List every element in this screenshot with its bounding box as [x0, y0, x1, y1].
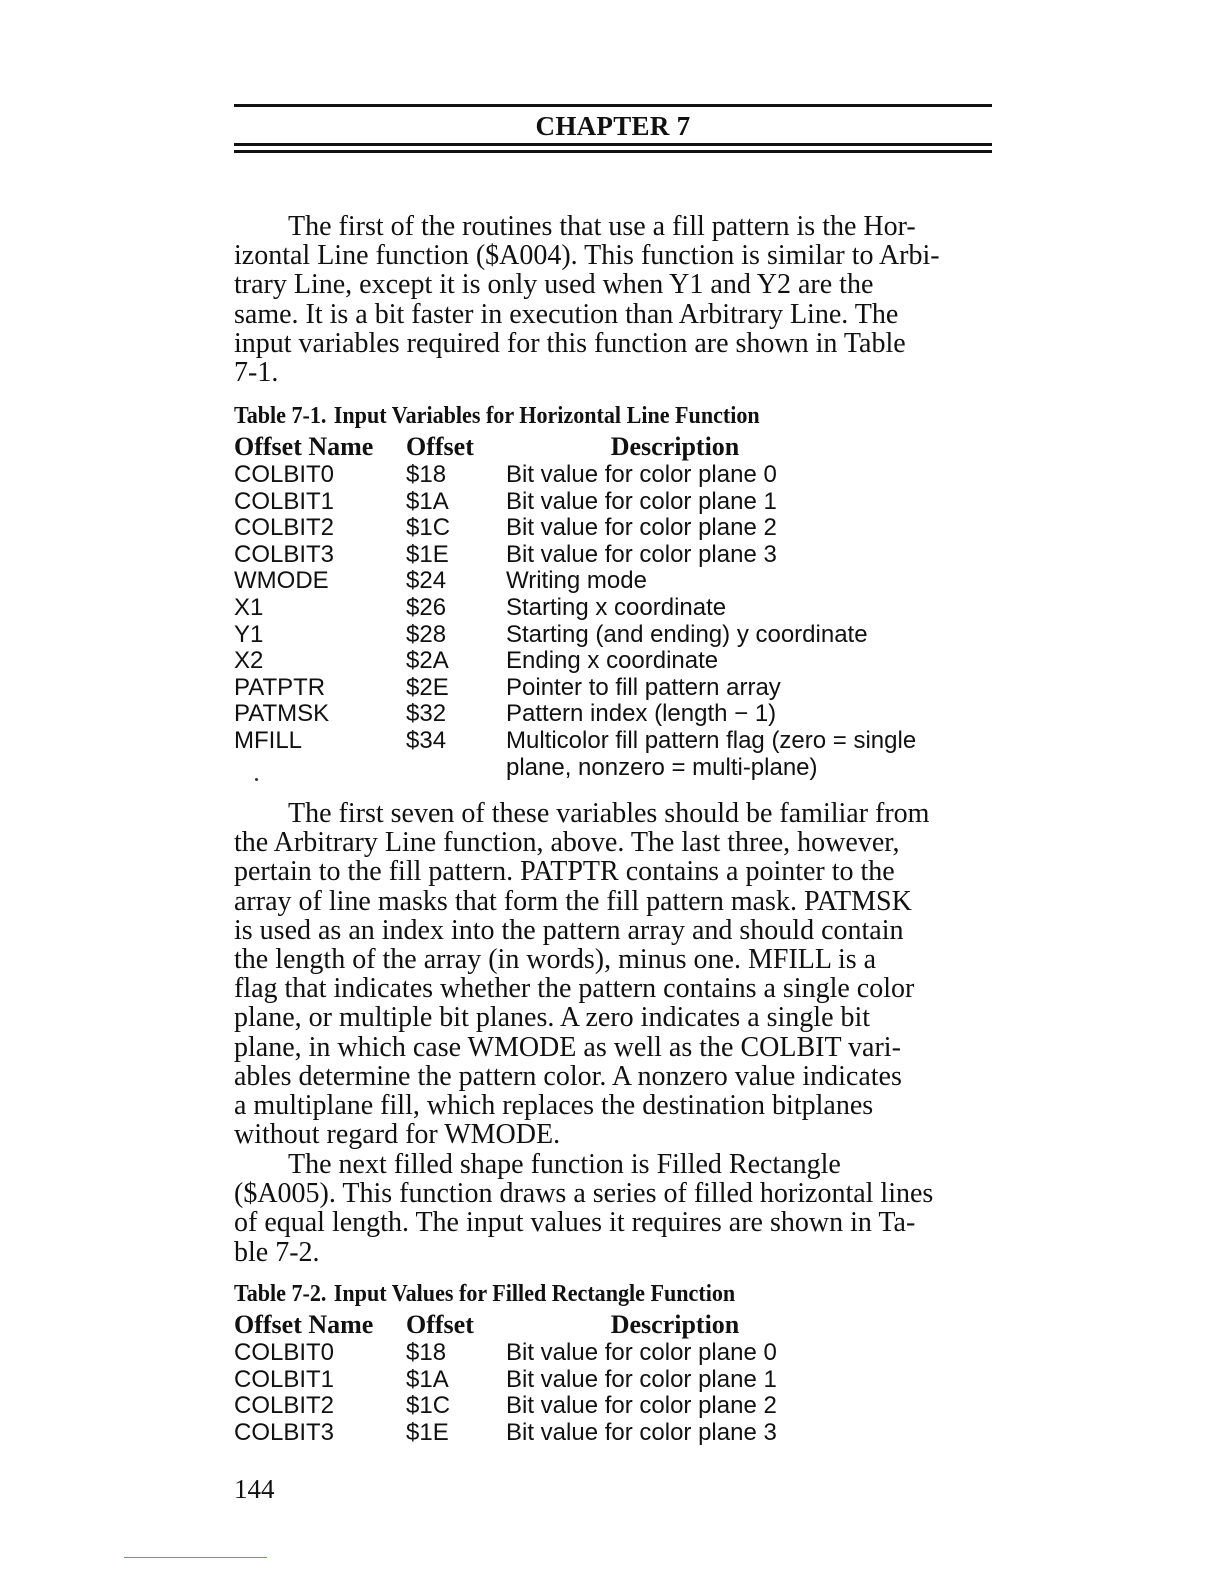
paragraph-line: pertain to the fill pattern. PATPTR contains a pointer to the: [234, 856, 895, 888]
paragraph-line: the length of the array (in words), minus one. MFILL is a: [234, 944, 877, 976]
offset-name-cell: X2: [234, 647, 264, 675]
header-rule-double-lower: [234, 150, 992, 153]
table-row: [234, 595, 994, 622]
offset-cell: $34: [406, 726, 447, 754]
paragraph-line: input variables required for this function are shown in Table: [234, 327, 906, 359]
paragraph-line: plane, in which case WMODE as well as the COLBIT vari-: [234, 1031, 901, 1063]
paragraph-line: same. It is a bit faster in execution than Arbitrary Line. The: [234, 298, 899, 330]
page-number: 144: [234, 1474, 275, 1504]
table-7-1-label: Table 7-1.: [234, 403, 327, 429]
column-header-description: Description: [610, 1310, 740, 1339]
description-line: Bit value for color plane 0: [506, 461, 777, 488]
table-7-2-label: Table 7-2.: [234, 1281, 327, 1307]
table-7-2: [234, 1310, 994, 1446]
table-header-row: [234, 1310, 994, 1340]
paragraph-line: The next filled shape function is Filled Rectangle: [288, 1149, 841, 1180]
offset-name-cell: Y1: [234, 620, 264, 648]
description-cell: [506, 1393, 994, 1420]
description-line: Bit value for color plane 3: [506, 540, 777, 568]
offset-name-cell: PATPTR: [234, 673, 326, 701]
paragraph-intro: [234, 212, 994, 387]
paragraph-line: ($A005). This function draws a series of filled horizontal lines: [234, 1178, 934, 1210]
table-row: [234, 728, 994, 781]
table-row: [234, 1340, 994, 1367]
column-header-offset: Offset: [406, 1310, 474, 1339]
paragraph-line: plane, or multiple bit planes. A zero indicates a single bit: [234, 1002, 871, 1034]
table-row: [234, 568, 994, 595]
table-7-2-caption: [234, 1280, 735, 1308]
table-7-1: [234, 432, 994, 781]
paragraph-line: ables determine the pattern color. A nonzero value indicates: [234, 1060, 902, 1092]
description-cell: [506, 701, 994, 728]
paragraph-line: The first of the routines that use a fill pattern is the Hor-: [288, 211, 916, 242]
column-header-offset: Offset: [406, 432, 474, 461]
table-7-1-caption: [234, 402, 760, 430]
offset-cell: $1C: [406, 1392, 451, 1420]
table-row: [234, 515, 994, 542]
paragraph-fill-variables: [234, 799, 994, 1149]
description-line: Bit value for color plane 1: [506, 487, 777, 515]
offset-name-cell: COLBIT1: [234, 1365, 335, 1393]
table-row: [234, 1367, 994, 1394]
description-cell: [506, 489, 994, 516]
paragraph-line: the Arbitrary Line function, above. The last three, however,: [234, 827, 900, 859]
offset-cell: $28: [406, 620, 447, 648]
description-cell: [506, 515, 994, 542]
paragraph-line: a multiplane fill, which replaces the destination bitplanes: [234, 1090, 874, 1122]
offset-cell: $24: [406, 567, 447, 595]
description-cell: [506, 728, 994, 781]
description-line: Writing mode: [506, 567, 647, 595]
table-row: [234, 462, 994, 489]
offset-cell: $18: [406, 461, 447, 488]
description-cell: [506, 568, 994, 595]
description-cell: [506, 595, 994, 622]
paragraph-line: is used as an index into the pattern array and should contain: [234, 914, 904, 946]
column-header-offset-name: Offset Name: [234, 1310, 374, 1339]
offset-name-cell: COLBIT3: [234, 540, 335, 568]
offset-cell: $1E: [406, 540, 449, 568]
header-rule-top: [234, 104, 992, 107]
offset-name-cell: WMODE: [234, 567, 329, 595]
description-line: Pattern index (length − 1): [506, 700, 777, 728]
description-line: Bit value for color plane 3: [506, 1418, 777, 1446]
description-line: plane, nonzero = multi-plane): [506, 753, 818, 781]
offset-cell: $18: [406, 1339, 447, 1366]
offset-name-cell: MFILL: [234, 726, 303, 754]
column-header-offset-name: Offset Name: [234, 432, 374, 461]
table-row: [234, 1420, 994, 1447]
description-line: Bit value for color plane 0: [506, 1339, 777, 1366]
paragraph-line: The first seven of these variables should be familiar from: [288, 798, 930, 829]
table-row: [234, 648, 994, 675]
description-cell: [506, 675, 994, 702]
offset-cell: $32: [406, 700, 447, 728]
description-cell: [506, 1420, 994, 1447]
paragraph-line: trary Line, except it is only used when Y1 and Y2 are the: [234, 269, 874, 301]
table-row: [234, 542, 994, 569]
paragraph-line: ble 7-2.: [234, 1236, 320, 1268]
table-7-2-title: Input Values for Filled Rectangle Function: [333, 1281, 736, 1307]
paragraph-line: flag that indicates whether the pattern contains a single color: [234, 973, 915, 1005]
paragraph-filled-rectangle: [234, 1150, 994, 1267]
offset-name-cell: PATMSK: [234, 700, 330, 728]
description-cell: [506, 622, 994, 649]
description-cell: [506, 462, 994, 489]
column-header-description: Description: [610, 432, 740, 461]
offset-cell: $1A: [406, 487, 449, 515]
offset-cell: $1A: [406, 1365, 449, 1393]
description-line: Multicolor fill pattern flag (zero = single: [506, 726, 917, 754]
paragraph-line: without regard for WMODE.: [234, 1119, 561, 1151]
offset-cell: $26: [406, 593, 447, 621]
description-line: Ending x coordinate: [506, 647, 719, 675]
description-line: Bit value for color plane 1: [506, 1365, 777, 1393]
table-header-row: [234, 432, 994, 462]
offset-cell: $1E: [406, 1418, 449, 1446]
description-cell: [506, 1367, 994, 1394]
footer-underline: [124, 1557, 267, 1558]
paragraph-line: array of line masks that form the fill pattern mask. PATMSK: [234, 885, 912, 917]
description-line: Pointer to fill pattern array: [506, 673, 781, 701]
offset-cell: $2E: [406, 673, 449, 701]
offset-cell: $2A: [406, 647, 449, 675]
table-row: [234, 489, 994, 516]
table-row: [234, 675, 994, 702]
description-line: Starting x coordinate: [506, 593, 727, 621]
offset-name-cell: X1: [234, 593, 264, 621]
table-row: [234, 1393, 994, 1420]
offset-name-cell: COLBIT0: [234, 461, 335, 488]
table-7-1-title: Input Variables for Horizontal Line Function: [333, 403, 760, 429]
description-line: Starting (and ending) y coordinate: [506, 620, 868, 648]
offset-name-cell: COLBIT0: [234, 1339, 335, 1366]
header-rule-double-upper: [234, 143, 992, 146]
chapter-heading: CHAPTER 7: [535, 111, 691, 141]
description-cell: [506, 542, 994, 569]
offset-name-cell: COLBIT1: [234, 487, 335, 515]
table-row: [234, 622, 994, 649]
offset-name-cell: COLBIT3: [234, 1418, 335, 1446]
paragraph-line: 7-1.: [234, 357, 279, 389]
offset-cell: $1C: [406, 514, 451, 542]
table-row: [234, 701, 994, 728]
paragraph-line: of equal length. The input values it requires are shown in Ta-: [234, 1207, 916, 1239]
description-line: Bit value for color plane 2: [506, 514, 777, 542]
description-cell: [506, 1340, 994, 1367]
paragraph-line: izontal Line function ($A004). This function is similar to Arbi-: [234, 240, 940, 272]
description-cell: [506, 648, 994, 675]
description-line: Bit value for color plane 2: [506, 1392, 777, 1420]
offset-name-cell: COLBIT2: [234, 514, 335, 542]
offset-name-cell: COLBIT2: [234, 1392, 335, 1420]
stray-mark: [255, 778, 258, 781]
